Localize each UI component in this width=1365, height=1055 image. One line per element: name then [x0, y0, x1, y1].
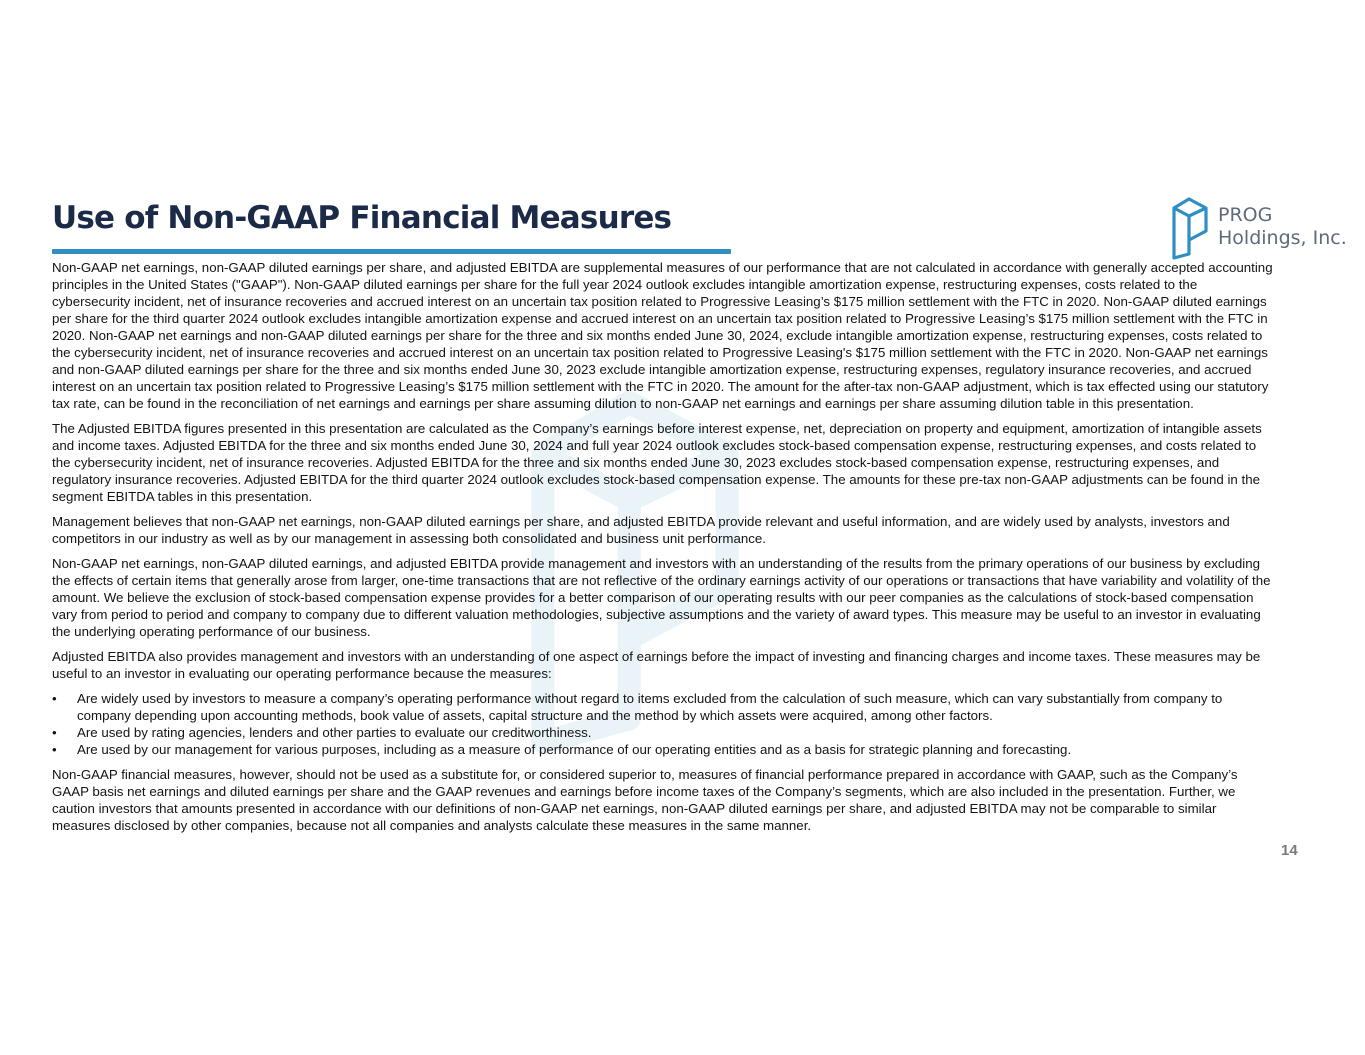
bullet-item: • Are used by rating agencies, lenders and other parties to evaluate our creditworthiness. — [52, 724, 1274, 741]
paragraph-understanding-results: Non-GAAP net earnings, non-GAAP diluted earnings, and adjusted EBITDA provide management and investors with an understanding of the results from the primary operations of our business by excluding the effects of certain items that generally arose from larger, one-time transactions that are not reflective of the ordinary earnings activity of our operations or transactions that have variability and volatility of the amount. We believe the exclusion of stock-based compensation expense provides for a better comparison of our operating results with our peer companies as the calculations of stock-based compensation vary from period to period and company to company due to different valuation methodologies, subjective assumptions and the variety of award types. This measure may be useful to an investor in evaluating the underlying operating performance of our business. — [52, 556, 1271, 639]
bullet-item: • Are widely used by investors to measure a company’s operating performance without regard to items excluded from the calculation of such measure, which can vary substantially from company to company depending upon accounting methods, book value of assets, capital structure and the method by which assets were acquired, among other factors. — [52, 690, 1274, 724]
bullet-list — [52, 690, 1274, 758]
paragraph-adjusted-ebitda: The Adjusted EBITDA figures presented in this presentation are calculated as the Company’s earnings before interest expense, net, depreciation on property and equipment, amortization of intangible assets and income taxes. Adjusted EBITDA for the three and six months ended June 30, 2024 and full year 2024 outlook excludes stock-based compensation expense, restructuring expenses, and costs related to the cybersecurity incident, net of insurance recoveries. Adjusted EBITDA for the three and six months ended June 30, 2023 excludes stock-based compensation expense, restructuring expenses, and regulatory insurance recoveries. Adjusted EBITDA for the third quarter 2024 outlook excludes stock-based compensation expense. The amounts for these pre-tax non-GAAP adjustments can be found in the segment EBITDA tables in this presentation. — [52, 421, 1262, 504]
paragraph-management-beliefs: Management believes that non-GAAP net earnings, non-GAAP diluted earnings per share, and adjusted EBITDA provide relevant and useful information, and are widely used by analysts, investors and competitors in our industry as well as by our management in assessing both consolidated and business unit performance. — [52, 514, 1230, 546]
logo-text-line-1: PROG — [1218, 204, 1273, 226]
bullet-item: • Are used by our management for various purposes, including as a measure of performance of our operating entities and as a basis for strategic planning and forecasting. — [52, 741, 1274, 758]
paragraph-non-gaap-definitions: Non-GAAP net earnings, non-GAAP diluted earnings per share, and adjusted EBITDA are supplemental measures of our performance that are not calculated in accordance with generally accepted accounting principles in the United States ("GAAP"). Non-GAAP diluted earnings per share for the full year 2024 outlook excludes intangible amortization expense, restructuring expenses, costs related to the cybersecurity incident, net of insurance recoveries and accrued interest on an uncertain tax position related to Progressive Leasing’s $175 million settlement with the FTC in 2020. Non-GAAP diluted earnings per share for the third quarter 2024 outlook excludes intangible amortization expense and accrued interest on an uncertain tax position related to Progressive Leasing’s $175 million settlement with the FTC in 2020. Non-GAAP net earnings and non-GAAP diluted earnings per share for the three and six months ended June 30, 2024, exclude intangible amortization expense, restructuring expenses, costs related to the cybersecurity incident, net of insurance recoveries and accrued interest on an uncertain tax position related to Progressive Leasing's $175 million settlement with the FTC in 2020. Non-GAAP net earnings and non-GAAP diluted earnings per share for the three and six months ended June 30, 2023 exclude intangible amortization expense, restructuring expenses, regulatory insurance recoveries, and accrued interest on an uncertain tax position related to Progressive Leasing’s $175 million settlement with the FTC in 2020. The amount for the after-tax non-GAAP adjustment, which is tax effected using our statutory tax rate, can be found in the reconciliation of net earnings and earnings per share assuming dilution to non-GAAP net earnings and earnings per share assuming dilution table in this presentation. — [52, 260, 1273, 411]
prog-logo-icon — [1170, 196, 1210, 262]
body-text — [52, 259, 1274, 842]
company-logo — [1170, 196, 1360, 262]
page-title: Use of Non-GAAP Financial Measures — [52, 200, 672, 236]
page-number: 14 — [1281, 842, 1298, 859]
title-underline — [52, 249, 731, 254]
paragraph-adjusted-ebitda-usefulness: Adjusted EBITDA also provides management and investors with an understanding of one aspect of earnings before the impact of investing and financing charges and income taxes. These measures may be useful to an investor in evaluating our operating performance because the measures: — [52, 649, 1261, 681]
paragraph-caution: Non-GAAP financial measures, however, should not be used as a substitute for, or considered superior to, measures of financial performance prepared in accordance with GAAP, such as the Company’s GAAP basis net earnings and diluted earnings per share and the GAAP revenues and earnings before income taxes of the Company’s segments, which are also included in the presentation. Further, we caution investors that amounts presented in accordance with our definitions of non-GAAP net earnings, non-GAAP diluted earnings per share, and adjusted EBITDA may not be comparable to similar measures disclosed by other companies, because not all companies and analysts calculate these measures in the same manner. — [52, 767, 1238, 833]
logo-text-line-2: Holdings, Inc. — [1218, 227, 1347, 249]
